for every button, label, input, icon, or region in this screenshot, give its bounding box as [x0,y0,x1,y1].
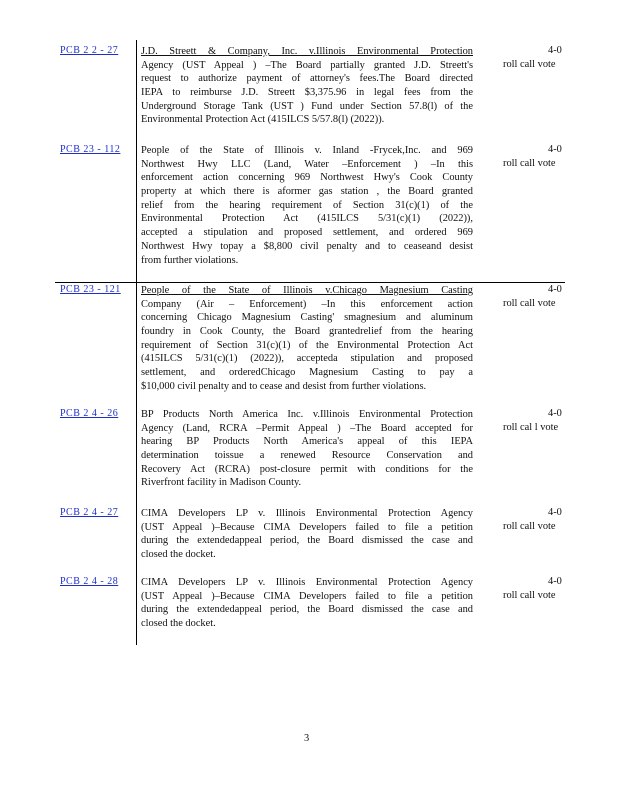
description-line: concerning Chicago Magnesium Casting' smagnesium and aluminum [141,312,473,324]
description-line: Underground Storage Tank (UST ) Fund under Section 57.8(l) of the [141,100,473,112]
description-line: property at which there is aformer gas station , the Board granted [141,186,473,198]
description-line: Environmental Protection Act (415ILCS 5/31(c)(1) (2022)), [141,213,473,225]
case-number-link[interactable]: PCB 2 4 - 28 [60,576,119,587]
description-line: People of the State of Illinois v. Inland -Frycek,Inc. and 969 [141,145,473,156]
description-line: $10,000 civil penalty and to cease and desist from further violations. [141,380,427,392]
vote-count: 4-0 [548,144,562,155]
vote-count: 4-0 [548,45,562,56]
description-line: (415ILCS 5/31(c)(1) (2022)), accepteda stipulation and proposed [141,353,473,365]
description-line: determination toissue a renewed Resource Conservation and [141,450,473,462]
description-line: from further violations. [141,254,239,266]
description-line: requirement of Section 31(c)(1) of the Environmental Protection Act [141,339,473,351]
description-line: hearing BP Products North America's appeal of this IEPA [141,436,473,448]
description-line: Northwest Hwy topay a $8,800 civil penalty and to ceaseand desist [141,240,473,252]
description-line: closed the docket. [141,549,216,561]
case-number-link[interactable]: PCB 23 - 112 [60,144,121,155]
description-line: CIMA Developers LP v. Illinois Environmental Protection Agency [141,508,473,519]
description-line: request to authorize payment of attorney's fees.The Board directed [141,73,473,85]
section-divider-horizontal [55,282,565,283]
description-line: Company (Air – Enforcement) –In this enforcement action [141,298,473,310]
description-line: enforcement action concerning 969 Northwest Hwy's Cook County [141,172,473,184]
case-description [141,284,473,394]
case-number-link[interactable]: PCB 23 - 121 [60,284,121,295]
vote-label: roll call vote [503,590,556,601]
case-number-link[interactable]: PCB 2 4 - 26 [60,408,119,419]
description-line: during the extendedappeal period, the Board dismissed the case and [141,604,473,616]
vote-count: 4-0 [548,408,562,419]
description-line: Northwest Hwy LLC (Land, Water –Enforcement ) –In this [141,158,473,170]
case-description [141,408,473,490]
column-divider-vertical [136,40,137,645]
vote-count: 4-0 [548,284,562,295]
description-line: settlement, and orderedChicago Magnesium Casting to pay a [141,367,473,379]
description-line: Agency (Land, RCRA –Permit Appeal ) –The Board accepted for [141,422,473,434]
case-title-line: People of the State of Illinois v.Chicago Magnesium Casting [141,285,473,296]
description-line: Recovery Act (RCRA) post-closure permit with conditions for the [141,463,473,475]
vote-label: roll call vote [503,521,556,532]
vote-label: roll call vote [503,59,556,70]
case-title-line: J.D. Streett & Company, Inc. v.Illinois Environmental Protection [141,46,473,57]
case-description [141,144,473,267]
vote-label: roll call vote [503,158,556,169]
case-number-link[interactable]: PCB 2 4 - 27 [60,507,119,518]
description-line: closed the docket. [141,618,216,630]
case-description [141,45,473,127]
description-line: foundry in Cook County, the Board grantedrelief from the hearing [141,326,473,338]
description-line: (UST Appeal )–Because CIMA Developers failed to file a petition [141,521,473,533]
case-description [141,507,473,562]
vote-count: 4-0 [548,576,562,587]
vote-label: roll cal l vote [503,422,559,433]
description-line: BP Products North America Inc. v.Illinois Environmental Protection [141,409,473,420]
description-line: accepted a stipulation and proposed settlement, and ordered 969 [141,227,473,239]
description-line: Riverfront facility in Madison County. [141,477,302,489]
description-line: during the extendedappeal period, the Board dismissed the case and [141,535,473,547]
case-description [141,576,473,631]
description-line: Agency (UST Appeal ) –The Board partially granted J.D. Streett's [141,59,473,71]
description-line: Environmental Protection Act (415ILCS 5/57.8(l) (2022)). [141,114,385,126]
page-number: 3 [304,733,310,744]
vote-label: roll call vote [503,298,556,309]
description-line: relief from the hearing requirement of Section 31(c)(1) of the [141,199,473,211]
description-line: (UST Appeal )–Because CIMA Developers failed to file a petition [141,590,473,602]
description-line: IEPA to reimburse J.D. Streett $3,375.96 in legal fees from the [141,87,473,99]
description-line: CIMA Developers LP v. Illinois Environmental Protection Agency [141,577,473,588]
vote-count: 4-0 [548,507,562,518]
case-number-link[interactable]: PCB 2 2 - 27 [60,45,119,56]
